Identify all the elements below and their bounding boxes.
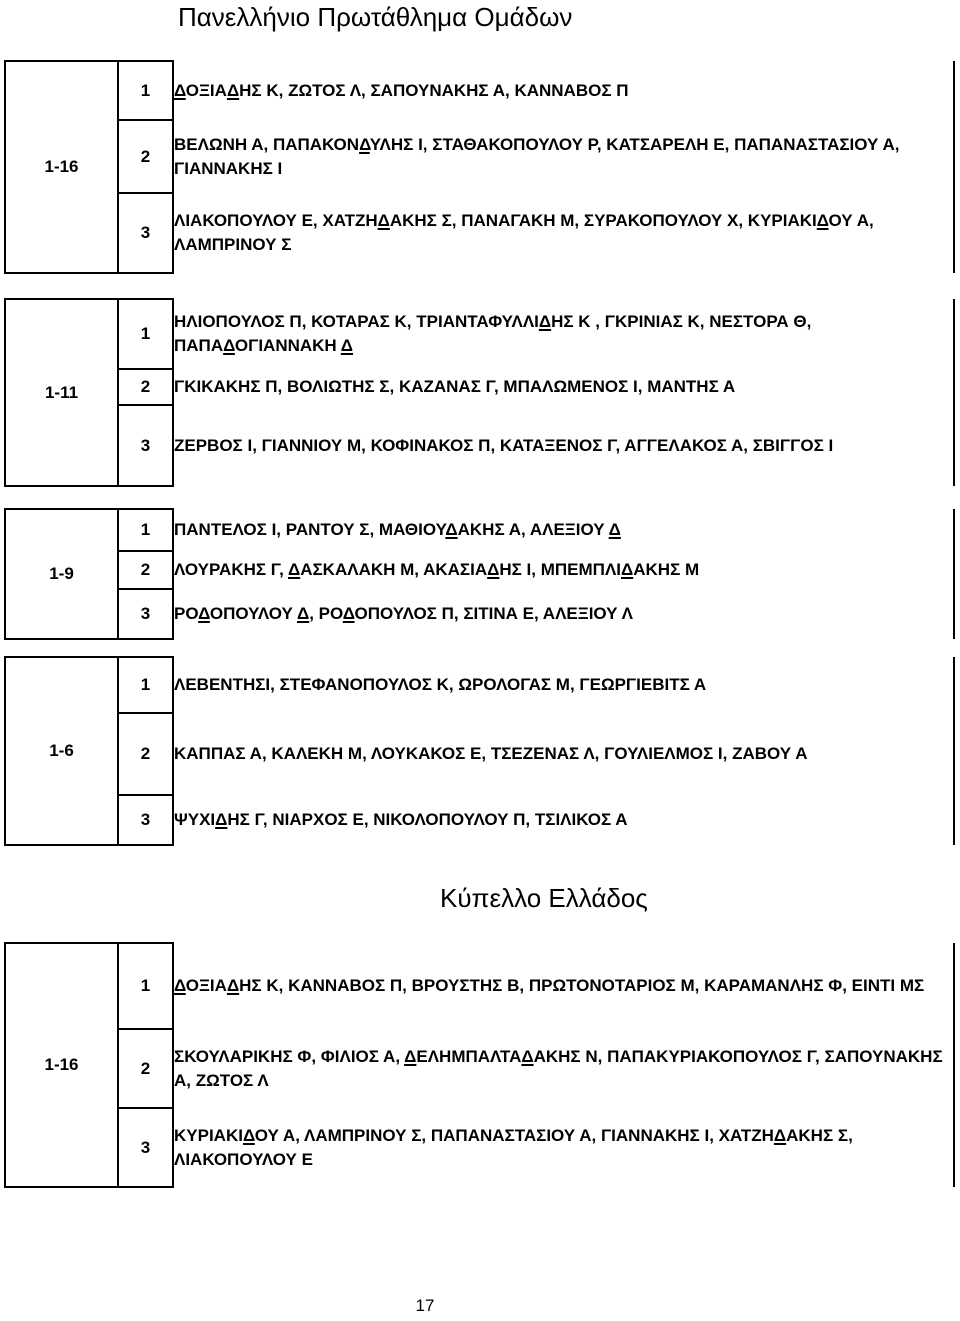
underlined-text: Δ bbox=[773, 1125, 787, 1145]
players-text: ΛΙΑΚΟΠΟΥΛΟΥ Ε, ΧΑΤΖΗΔΑΚΗΣ Σ, ΠΑΝΑΓΑΚΗ Μ, ΣΥΡΑΚΟΠΟΥΛΟΥ Χ, ΚΥΡΙΑΚΙΔΟΥ Α, ΛΑΜΠΡΙΝΟΥ Σ bbox=[174, 211, 874, 254]
category-label: 1-11 bbox=[5, 299, 118, 486]
underlined-text: Δ bbox=[242, 1125, 255, 1145]
underlined-text: Δ bbox=[174, 976, 186, 995]
rank-cell: 1 bbox=[118, 61, 173, 120]
underlined-text: Δ bbox=[342, 604, 355, 623]
table-row bbox=[5, 120, 954, 193]
underlined-text: Δ bbox=[215, 810, 228, 829]
players-text: ΨΥΧΙΔΗΣ Γ, ΝΙΑΡΧΟΣ Ε, ΝΙΚΟΛΟΠΟΥΛΟΥ Π, ΤΣΙΛΙΚΟΣ Α bbox=[174, 810, 628, 829]
players-cell bbox=[173, 551, 954, 589]
table-row bbox=[5, 509, 954, 551]
underlined-text: Δ bbox=[816, 211, 829, 230]
underlined-text: Δ bbox=[445, 520, 458, 539]
underlined-text: Δ bbox=[226, 976, 240, 995]
players-cell bbox=[173, 299, 954, 369]
rank-cell: 1 bbox=[118, 657, 173, 713]
table-row bbox=[5, 369, 954, 405]
underlined-text: Δ bbox=[226, 80, 240, 100]
players-text: ΓΚΙΚΑΚΗΣ Π, ΒΟΛΙΩΤΗΣ Σ, ΚΑΖΑΝΑΣ Γ, ΜΠΑΛΩΜΕΝΟΣ Ι, ΜΑΝΤΗΣ Α bbox=[174, 377, 736, 396]
section-title-cup: Κύπελλο Ελλάδος bbox=[440, 883, 648, 913]
players-text: ΖΕΡΒΟΣ Ι, ΓΙΑΝΝΙΟΥ Μ, ΚΟΦΙΝΑΚΟΣ Π, ΚΑΤΑΞΕΝΟΣ Γ, ΑΓΓΕΛΑΚΟΣ Α, ΣΒΙΓΓΟΣ Ι bbox=[174, 435, 834, 455]
players-cell bbox=[173, 1029, 954, 1108]
table-row bbox=[5, 795, 954, 845]
players-cell bbox=[173, 120, 954, 193]
rank-cell: 3 bbox=[118, 405, 173, 486]
rank-cell: 1 bbox=[118, 509, 173, 551]
underlined-text: Δ bbox=[521, 1046, 534, 1066]
category-table-1-9 bbox=[4, 508, 955, 640]
players-cell bbox=[173, 943, 954, 1029]
players-text: ΛΟΥΡΑΚΗΣ Γ, ΔΑΣΚΑΛΑΚΗ Μ, ΑΚΑΣΙΑΔΗΣ Ι, ΜΠΕΜΠΛΙΔΑΚΗΣ Μ bbox=[174, 560, 700, 579]
rank-cell: 2 bbox=[118, 713, 173, 795]
table-row bbox=[5, 1108, 954, 1187]
underlined-text: Δ bbox=[404, 1046, 417, 1066]
players-cell bbox=[173, 369, 954, 405]
players-cell bbox=[173, 61, 954, 120]
underlined-text: Δ bbox=[359, 134, 370, 154]
category-label: 1-16 bbox=[5, 61, 118, 273]
underlined-text: Δ bbox=[174, 80, 186, 100]
table-row bbox=[5, 713, 954, 795]
underlined-text: Δ bbox=[377, 211, 390, 230]
players-text: ΚΑΠΠΑΣ Α, ΚΑΛΕΚΗ Μ, ΛΟΥΚΑΚΟΣ Ε, ΤΣΕΖΕΝΑΣ Λ, ΓΟΥΛΙΕΛΜΟΣ Ι, ΖΑΒΟΥ Α bbox=[174, 744, 808, 763]
players-cell bbox=[173, 405, 954, 486]
underlined-text: Δ bbox=[296, 604, 310, 623]
category-label: 1-16 bbox=[5, 943, 118, 1187]
underlined-text: Δ bbox=[538, 312, 552, 331]
players-text: ΔΟΞΙΑΔΗΣ Κ, ΚΑΝΝΑΒΟΣ Π, ΒΡΟΥΣΤΗΣ Β, ΠΡΩΤΟΝΟΤΑΡΙΟΣ Μ, ΚΑΡΑΜΑΝΛΗΣ Φ, ΕΙΝΤΙ ΜΣ bbox=[174, 976, 925, 995]
table-row bbox=[5, 657, 954, 713]
players-text: ΡΟΔΟΠΟΥΛΟΥ Δ, ΡΟΔΟΠΟΥΛΟΣ Π, ΣΙΤΙΝΑ Ε, ΑΛΕΞΙΟΥ Λ bbox=[174, 604, 633, 623]
players-cell bbox=[173, 657, 954, 713]
players-cell bbox=[173, 509, 954, 551]
players-text: ΠΑΝΤΕΛΟΣ Ι, ΡΑΝΤΟΥ Σ, ΜΑΘΙΟΥΔΑΚΗΣ Α, ΑΛΕΞΙΟΥ Δ bbox=[174, 520, 621, 539]
rank-cell: 3 bbox=[118, 589, 173, 639]
underlined-text: Δ bbox=[487, 560, 500, 579]
underlined-text: Δ bbox=[621, 560, 634, 579]
players-text: ΒΕΛΩΝΗ Α, ΠΑΠΑΚΟΝΔΥΛΗΣ Ι, ΣΤΑΘΑΚΟΠΟΥΛΟΥ Ρ, ΚΑΤΣΑΡΕΛΗ Ε, ΠΑΠΑΝΑΣΤΑΣΙΟΥ Α, ΓΙΑΝΝΑΚΗΣ Ι bbox=[174, 134, 900, 178]
players-text: ΣΚΟΥΛΑΡΙΚΗΣ Φ, ΦΙΛΙΟΣ Α, ΔΕΛΗΜΠΑΛΤΑΔΑΚΗΣ Ν, ΠΑΠΑΚΥΡΙΑΚΟΠΟΥΛΟΣ Γ, ΣΑΠΟΥΝΑΚΗΣ Α, ΖΩΤΟΣ Λ bbox=[174, 1046, 943, 1090]
table-row bbox=[5, 1029, 954, 1108]
category-table-1-6 bbox=[4, 656, 955, 846]
underlined-text: Δ bbox=[223, 336, 235, 355]
rank-cell: 3 bbox=[118, 193, 173, 273]
section-title-championship: Πανελλήνιο Πρωτάθλημα Ομάδων bbox=[178, 2, 573, 32]
rank-cell: 1 bbox=[118, 299, 173, 369]
players-text: ΚΥΡΙΑΚΙΔΟΥ Α, ΛΑΜΠΡΙΝΟΥ Σ, ΠΑΠΑΝΑΣΤΑΣΙΟΥ Α, ΓΙΑΝΝΑΚΗΣ Ι, ΧΑΤΖΗΔΑΚΗΣ Σ, ΛΙΑΚΟΠΟΥΛΟΥ Ε bbox=[174, 1125, 853, 1169]
table-row bbox=[5, 193, 954, 273]
players-cell bbox=[173, 193, 954, 273]
category-label: 1-9 bbox=[5, 509, 118, 639]
table-row bbox=[5, 551, 954, 589]
rank-cell: 3 bbox=[118, 1108, 173, 1187]
rank-cell: 2 bbox=[118, 369, 173, 405]
players-cell bbox=[173, 713, 954, 795]
category-table-1-11 bbox=[4, 298, 955, 487]
category-table-1-16 bbox=[4, 60, 955, 274]
rank-cell: 1 bbox=[118, 943, 173, 1029]
players-text: ΔΟΞΙΑΔΗΣ Κ, ΖΩΤΟΣ Λ, ΣΑΠΟΥΝΑΚΗΣ Α, ΚΑΝΝΑΒΟΣ Π bbox=[174, 80, 629, 100]
table-row bbox=[5, 61, 954, 120]
table-row bbox=[5, 299, 954, 369]
category-label: 1-6 bbox=[5, 657, 118, 845]
rank-cell: 2 bbox=[118, 1029, 173, 1108]
players-text: ΛΕΒΕΝΤΗΣΙ, ΣΤΕΦΑΝΟΠΟΥΛΟΣ Κ, ΩΡΟΛΟΓΑΣ Μ, ΓΕΩΡΓΙΕΒΙΤΣ Α bbox=[174, 675, 707, 694]
category-table-cup-1-16 bbox=[4, 942, 955, 1188]
rank-cell: 2 bbox=[118, 551, 173, 589]
underlined-text: Δ bbox=[340, 336, 354, 355]
page-number: 17 bbox=[415, 1296, 435, 1315]
table-row bbox=[5, 589, 954, 639]
table-row bbox=[5, 943, 954, 1029]
players-cell bbox=[173, 795, 954, 845]
rank-cell: 3 bbox=[118, 795, 173, 845]
players-cell bbox=[173, 1108, 954, 1187]
table-row bbox=[5, 405, 954, 486]
underlined-text: Δ bbox=[198, 604, 210, 623]
players-text: ΗΛΙΟΠΟΥΛΟΣ Π, ΚΟΤΑΡΑΣ Κ, ΤΡΙΑΝΤΑΦΥΛΛΙΔΗΣ Κ , ΓΚΡΙΝΙΑΣ Κ, ΝΕΣΤΟΡΑ Θ, ΠΑΠΑΔΟΓΙΑΝΝΑΚΗ Δ bbox=[174, 312, 812, 355]
players-cell bbox=[173, 589, 954, 639]
underlined-text: Δ bbox=[608, 520, 621, 539]
underlined-text: Δ bbox=[287, 560, 301, 579]
rank-cell: 2 bbox=[118, 120, 173, 193]
